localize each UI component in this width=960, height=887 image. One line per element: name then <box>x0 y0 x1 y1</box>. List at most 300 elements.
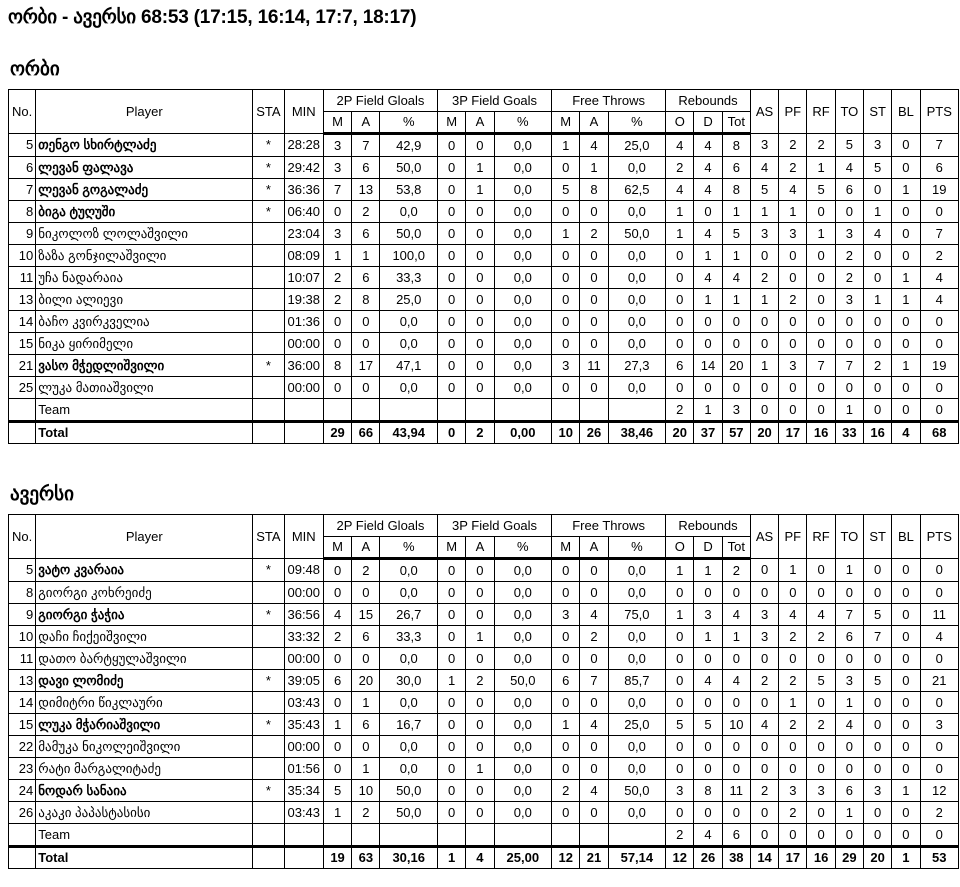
stat-rd: 1 <box>694 245 722 267</box>
stat-p3p: 0,0 <box>494 355 552 377</box>
stat-ro: 0 <box>666 311 694 333</box>
player-number: 11 <box>9 267 36 289</box>
stat-p3m: 0 <box>438 736 466 758</box>
stat-ftm: 0 <box>552 626 580 648</box>
minutes-played: 36:36 <box>284 179 323 201</box>
stat-rt: 0 <box>722 582 750 604</box>
stat-p2p: 0,0 <box>380 559 438 582</box>
stat-fta: 0 <box>580 289 608 311</box>
stat-p3a: 0 <box>466 714 494 736</box>
player-number: 8 <box>9 201 36 223</box>
header-to: TO <box>835 515 863 559</box>
team-stat-ftp <box>608 399 666 422</box>
stat-rf: 0 <box>807 559 835 582</box>
stat-pts: 7 <box>920 223 958 245</box>
team-stat-bl: 0 <box>892 824 920 847</box>
stat-ro: 0 <box>666 582 694 604</box>
stat-to: 5 <box>835 134 863 157</box>
stat-p2p: 0,0 <box>380 201 438 223</box>
stat-pf: 3 <box>779 355 807 377</box>
stat-st: 5 <box>864 157 892 179</box>
starter-mark <box>253 377 284 399</box>
stat-p3m: 0 <box>438 223 466 245</box>
stat-p3a: 0 <box>466 267 494 289</box>
stat-p2m: 0 <box>323 582 351 604</box>
minutes-played: 00:00 <box>284 377 323 399</box>
player-number: 13 <box>9 289 36 311</box>
stat-fta: 0 <box>580 648 608 670</box>
stat-p2a: 8 <box>352 289 380 311</box>
player-name: რატი მარგალიტაძე <box>36 758 253 780</box>
stat-rf: 2 <box>807 626 835 648</box>
stat-p2m: 1 <box>323 245 351 267</box>
total-row <box>9 847 959 869</box>
team-stat-p2a <box>352 399 380 422</box>
stat-to: 0 <box>835 758 863 780</box>
stat-fta: 0 <box>580 201 608 223</box>
starter-mark <box>253 223 284 245</box>
stat-p3a: 0 <box>466 223 494 245</box>
stat-ftm: 0 <box>552 758 580 780</box>
team-stat-rf: 0 <box>807 824 835 847</box>
stat-rd: 8 <box>694 780 722 802</box>
stat-rf: 4 <box>807 604 835 626</box>
player-name: ლევან ფალავა <box>36 157 253 179</box>
stat-p2p: 30,0 <box>380 670 438 692</box>
stat-p3a: 1 <box>466 179 494 201</box>
stat-p3p: 0,0 <box>494 157 552 179</box>
stat-st: 0 <box>864 267 892 289</box>
starter-mark <box>253 758 284 780</box>
team-row-min <box>284 399 323 422</box>
stat-rd: 4 <box>694 223 722 245</box>
starter-mark: * <box>253 355 284 377</box>
stat-rd: 0 <box>694 377 722 399</box>
stat-ro: 4 <box>666 179 694 201</box>
minutes-played: 10:07 <box>284 267 323 289</box>
stat-p2p: 50,0 <box>380 157 438 179</box>
stat-rd: 4 <box>694 179 722 201</box>
player-number: 14 <box>9 311 36 333</box>
total-stat-to: 33 <box>835 422 863 444</box>
stat-pf: 1 <box>779 692 807 714</box>
stat-ro: 0 <box>666 289 694 311</box>
stat-ro: 6 <box>666 355 694 377</box>
stat-st: 1 <box>864 289 892 311</box>
subheader-percent: % <box>380 537 438 559</box>
stat-ro: 0 <box>666 648 694 670</box>
stat-p3m: 0 <box>438 582 466 604</box>
stat-p3a: 0 <box>466 780 494 802</box>
stat-rd: 0 <box>694 201 722 223</box>
stat-p3m: 0 <box>438 201 466 223</box>
stat-fta: 0 <box>580 333 608 355</box>
player-row <box>9 670 959 692</box>
stat-bl: 0 <box>892 333 920 355</box>
stat-rf: 2 <box>807 714 835 736</box>
stat-rt: 4 <box>722 670 750 692</box>
stat-pf: 0 <box>779 582 807 604</box>
stat-p3a: 0 <box>466 311 494 333</box>
stat-as: 2 <box>750 267 778 289</box>
starter-mark: * <box>253 559 284 582</box>
stat-p3a: 0 <box>466 333 494 355</box>
player-name: ზაზა გონჯილაშვილი <box>36 245 253 267</box>
stat-rt: 1 <box>722 245 750 267</box>
player-row <box>9 692 959 714</box>
stat-pts: 0 <box>920 758 958 780</box>
stat-bl: 0 <box>892 736 920 758</box>
stat-pts: 7 <box>920 134 958 157</box>
stat-ftp: 0,0 <box>608 157 666 179</box>
total-stat-ftm: 10 <box>552 422 580 444</box>
stat-as: 0 <box>750 245 778 267</box>
stat-p3a: 0 <box>466 201 494 223</box>
stat-bl: 0 <box>892 134 920 157</box>
header-rebounds: Rebounds <box>666 515 751 537</box>
stat-pf: 2 <box>779 626 807 648</box>
stat-ro: 0 <box>666 802 694 824</box>
stat-p3m: 0 <box>438 559 466 582</box>
stat-rf: 5 <box>807 179 835 201</box>
stat-p3p: 0,0 <box>494 267 552 289</box>
total-stat-rd: 26 <box>694 847 722 869</box>
total-stat-ro: 20 <box>666 422 694 444</box>
stat-st: 0 <box>864 377 892 399</box>
stat-pts: 0 <box>920 559 958 582</box>
stat-rt: 8 <box>722 179 750 201</box>
stat-p3a: 0 <box>466 355 494 377</box>
stat-p3p: 0,0 <box>494 333 552 355</box>
minutes-played: 33:32 <box>284 626 323 648</box>
stat-rd: 1 <box>694 626 722 648</box>
stat-pf: 1 <box>779 201 807 223</box>
player-number: 11 <box>9 648 36 670</box>
header-bl: BL <box>892 90 920 134</box>
team-row <box>9 399 959 422</box>
minutes-played: 01:36 <box>284 311 323 333</box>
stat-ro: 2 <box>666 157 694 179</box>
player-row <box>9 134 959 157</box>
stat-p3p: 0,0 <box>494 692 552 714</box>
total-stat-rd: 37 <box>694 422 722 444</box>
stat-ro: 0 <box>666 692 694 714</box>
stat-as: 0 <box>750 648 778 670</box>
stat-bl: 0 <box>892 626 920 648</box>
stat-ftp: 0,0 <box>608 289 666 311</box>
minutes-played: 06:40 <box>284 201 323 223</box>
player-name: დათო ბარტყულაშვილი <box>36 648 253 670</box>
stat-as: 2 <box>750 780 778 802</box>
team-stat-pf: 0 <box>779 824 807 847</box>
stat-pf: 2 <box>779 157 807 179</box>
team-row-min <box>284 824 323 847</box>
team-stat-bl: 0 <box>892 399 920 422</box>
stat-st: 5 <box>864 670 892 692</box>
stat-fta: 0 <box>580 582 608 604</box>
header-as: AS <box>750 515 778 559</box>
stat-p3a: 1 <box>466 626 494 648</box>
stat-ftp: 75,0 <box>608 604 666 626</box>
team-stat-rd: 4 <box>694 824 722 847</box>
team-stat-pts: 0 <box>920 824 958 847</box>
stat-to: 0 <box>835 377 863 399</box>
stat-p2p: 50,0 <box>380 802 438 824</box>
stat-p2a: 2 <box>352 201 380 223</box>
minutes-played: 39:05 <box>284 670 323 692</box>
player-row <box>9 714 959 736</box>
stat-pts: 2 <box>920 245 958 267</box>
subheader-made: M <box>552 537 580 559</box>
stat-ftp: 62,5 <box>608 179 666 201</box>
stat-st: 0 <box>864 648 892 670</box>
stat-fta: 0 <box>580 267 608 289</box>
stat-pts: 4 <box>920 626 958 648</box>
stat-p3p: 50,0 <box>494 670 552 692</box>
stat-to: 0 <box>835 736 863 758</box>
subheader-defensive: D <box>694 112 722 134</box>
stat-rf: 0 <box>807 245 835 267</box>
stat-p2m: 3 <box>323 134 351 157</box>
stat-rd: 0 <box>694 692 722 714</box>
stat-p2m: 6 <box>323 670 351 692</box>
stat-p2m: 2 <box>323 289 351 311</box>
total-stat-ftp: 57,14 <box>608 847 666 869</box>
player-name: ნოდარ სანაია <box>36 780 253 802</box>
stat-p3p: 0,0 <box>494 604 552 626</box>
team-stat-p3p <box>494 824 552 847</box>
player-row <box>9 333 959 355</box>
stat-ro: 4 <box>666 134 694 157</box>
stat-pts: 19 <box>920 179 958 201</box>
team-stat-rd: 1 <box>694 399 722 422</box>
stat-rd: 0 <box>694 736 722 758</box>
stat-fta: 8 <box>580 179 608 201</box>
subheader-offensive: O <box>666 537 694 559</box>
team-stat-p2m <box>323 824 351 847</box>
player-name: თენგო სხირტლაძე <box>36 134 253 157</box>
stat-as: 4 <box>750 157 778 179</box>
team-stat-p3m <box>438 824 466 847</box>
minutes-played: 00:00 <box>284 333 323 355</box>
stat-ftm: 0 <box>552 201 580 223</box>
player-number: 25 <box>9 377 36 399</box>
minutes-played: 35:43 <box>284 714 323 736</box>
stat-ftp: 0,0 <box>608 648 666 670</box>
stat-p3p: 0,0 <box>494 648 552 670</box>
stat-p3a: 0 <box>466 736 494 758</box>
stat-fta: 0 <box>580 758 608 780</box>
stat-p3a: 0 <box>466 604 494 626</box>
stat-ftp: 0,0 <box>608 245 666 267</box>
total-stat-pts: 68 <box>920 422 958 444</box>
starter-mark: * <box>253 714 284 736</box>
header-pf: PF <box>779 90 807 134</box>
stat-p2p: 42,9 <box>380 134 438 157</box>
stat-pts: 3 <box>920 714 958 736</box>
total-stat-ro: 12 <box>666 847 694 869</box>
stat-st: 3 <box>864 134 892 157</box>
stat-rf: 0 <box>807 758 835 780</box>
team-stat-pts: 0 <box>920 399 958 422</box>
stat-pts: 0 <box>920 333 958 355</box>
total-row-label: Total <box>36 847 253 869</box>
total-stat-as: 14 <box>750 847 778 869</box>
stat-p3m: 0 <box>438 311 466 333</box>
stat-ftm: 2 <box>552 780 580 802</box>
stat-p3p: 0,0 <box>494 736 552 758</box>
stat-rd: 0 <box>694 311 722 333</box>
stat-ro: 0 <box>666 245 694 267</box>
stat-p2a: 0 <box>352 311 380 333</box>
player-row <box>9 780 959 802</box>
player-number: 6 <box>9 157 36 179</box>
stat-p3p: 0,0 <box>494 179 552 201</box>
stat-p3p: 0,0 <box>494 223 552 245</box>
starter-mark <box>253 289 284 311</box>
player-number: 26 <box>9 802 36 824</box>
stat-p2p: 53,8 <box>380 179 438 201</box>
team-stat-fta <box>580 399 608 422</box>
stat-p3m: 0 <box>438 179 466 201</box>
stat-st: 0 <box>864 692 892 714</box>
stat-p2p: 33,3 <box>380 626 438 648</box>
stat-pf: 2 <box>779 714 807 736</box>
subheader-attempted: A <box>352 112 380 134</box>
team-stat-to: 1 <box>835 399 863 422</box>
stat-rd: 1 <box>694 289 722 311</box>
header-row <box>9 90 959 112</box>
stat-rt: 0 <box>722 802 750 824</box>
stat-pf: 0 <box>779 736 807 758</box>
stat-as: 3 <box>750 223 778 245</box>
stat-p3a: 1 <box>466 157 494 179</box>
minutes-played: 29:42 <box>284 157 323 179</box>
player-row <box>9 802 959 824</box>
stat-fta: 0 <box>580 692 608 714</box>
stat-to: 1 <box>835 692 863 714</box>
team-row-sta <box>253 399 284 422</box>
player-row <box>9 604 959 626</box>
stat-to: 4 <box>835 714 863 736</box>
total-row-sta <box>253 422 284 444</box>
stat-ftm: 0 <box>552 311 580 333</box>
header-st: ST <box>864 90 892 134</box>
stat-pf: 0 <box>779 333 807 355</box>
stat-pf: 2 <box>779 289 807 311</box>
header-min: MIN <box>284 90 323 134</box>
subheader-percent: % <box>380 112 438 134</box>
stat-p2m: 7 <box>323 179 351 201</box>
stat-rt: 8 <box>722 134 750 157</box>
stat-p2m: 3 <box>323 223 351 245</box>
total-stat-p3a: 2 <box>466 422 494 444</box>
stat-rt: 5 <box>722 223 750 245</box>
stat-p3m: 0 <box>438 780 466 802</box>
stat-p2a: 0 <box>352 333 380 355</box>
stat-p2p: 0,0 <box>380 692 438 714</box>
stat-p3m: 0 <box>438 134 466 157</box>
box-score-table-home <box>8 89 959 444</box>
stat-pf: 4 <box>779 604 807 626</box>
stat-as: 1 <box>750 289 778 311</box>
subheader-attempted: A <box>466 537 494 559</box>
stat-ftp: 0,0 <box>608 201 666 223</box>
player-name: ბაჩო კვირკველია <box>36 311 253 333</box>
player-number: 15 <box>9 333 36 355</box>
total-row-min <box>284 847 323 869</box>
stat-rt: 4 <box>722 604 750 626</box>
team-stat-st: 0 <box>864 399 892 422</box>
player-number: 10 <box>9 626 36 648</box>
stat-ro: 0 <box>666 377 694 399</box>
stat-to: 6 <box>835 179 863 201</box>
stat-rt: 4 <box>722 267 750 289</box>
stat-pts: 4 <box>920 267 958 289</box>
minutes-played: 00:00 <box>284 582 323 604</box>
page-title: ორბი - ავერსი 68:53 (17:15, 16:14, 17:7, 18:17) <box>8 7 417 28</box>
header-sta: STA <box>253 515 284 559</box>
team-stat-p3a <box>466 824 494 847</box>
stat-p2a: 1 <box>352 245 380 267</box>
stat-rf: 0 <box>807 802 835 824</box>
stat-fta: 0 <box>580 559 608 582</box>
stat-as: 3 <box>750 626 778 648</box>
stat-ro: 0 <box>666 736 694 758</box>
player-number: 13 <box>9 670 36 692</box>
header-no: No. <box>9 515 36 559</box>
stat-ftm: 6 <box>552 670 580 692</box>
starter-mark <box>253 626 284 648</box>
stat-ftm: 0 <box>552 802 580 824</box>
total-stat-fta: 26 <box>580 422 608 444</box>
stat-p2a: 6 <box>352 267 380 289</box>
stat-p2a: 6 <box>352 157 380 179</box>
stat-fta: 0 <box>580 377 608 399</box>
starter-mark <box>253 802 284 824</box>
subheader-made: M <box>552 112 580 134</box>
stat-pf: 0 <box>779 377 807 399</box>
total-stat-bl: 1 <box>892 847 920 869</box>
stat-rt: 1 <box>722 289 750 311</box>
stat-bl: 1 <box>892 267 920 289</box>
total-stat-as: 20 <box>750 422 778 444</box>
subheader-attempted: A <box>352 537 380 559</box>
player-row <box>9 179 959 201</box>
stat-p3m: 0 <box>438 758 466 780</box>
team-stat-ftm <box>552 399 580 422</box>
stat-as: 0 <box>750 311 778 333</box>
player-name: ლუკა მჭარიაშვილი <box>36 714 253 736</box>
stat-to: 3 <box>835 670 863 692</box>
header-no: No. <box>9 90 36 134</box>
stat-p2m: 2 <box>323 626 351 648</box>
team-stat-fta <box>580 824 608 847</box>
stat-rd: 3 <box>694 604 722 626</box>
total-row-label: Total <box>36 422 253 444</box>
team-row-label: Team <box>36 399 253 422</box>
team-row-no <box>9 824 36 847</box>
stat-p2a: 6 <box>352 626 380 648</box>
stat-p2p: 0,0 <box>380 758 438 780</box>
stat-rt: 0 <box>722 758 750 780</box>
stat-p3a: 0 <box>466 377 494 399</box>
subheader-total: Tot <box>722 112 750 134</box>
stat-pts: 0 <box>920 736 958 758</box>
stat-pts: 6 <box>920 157 958 179</box>
header-3p-field-goals: 3P Field Goals <box>438 515 552 537</box>
stat-p2m: 2 <box>323 267 351 289</box>
